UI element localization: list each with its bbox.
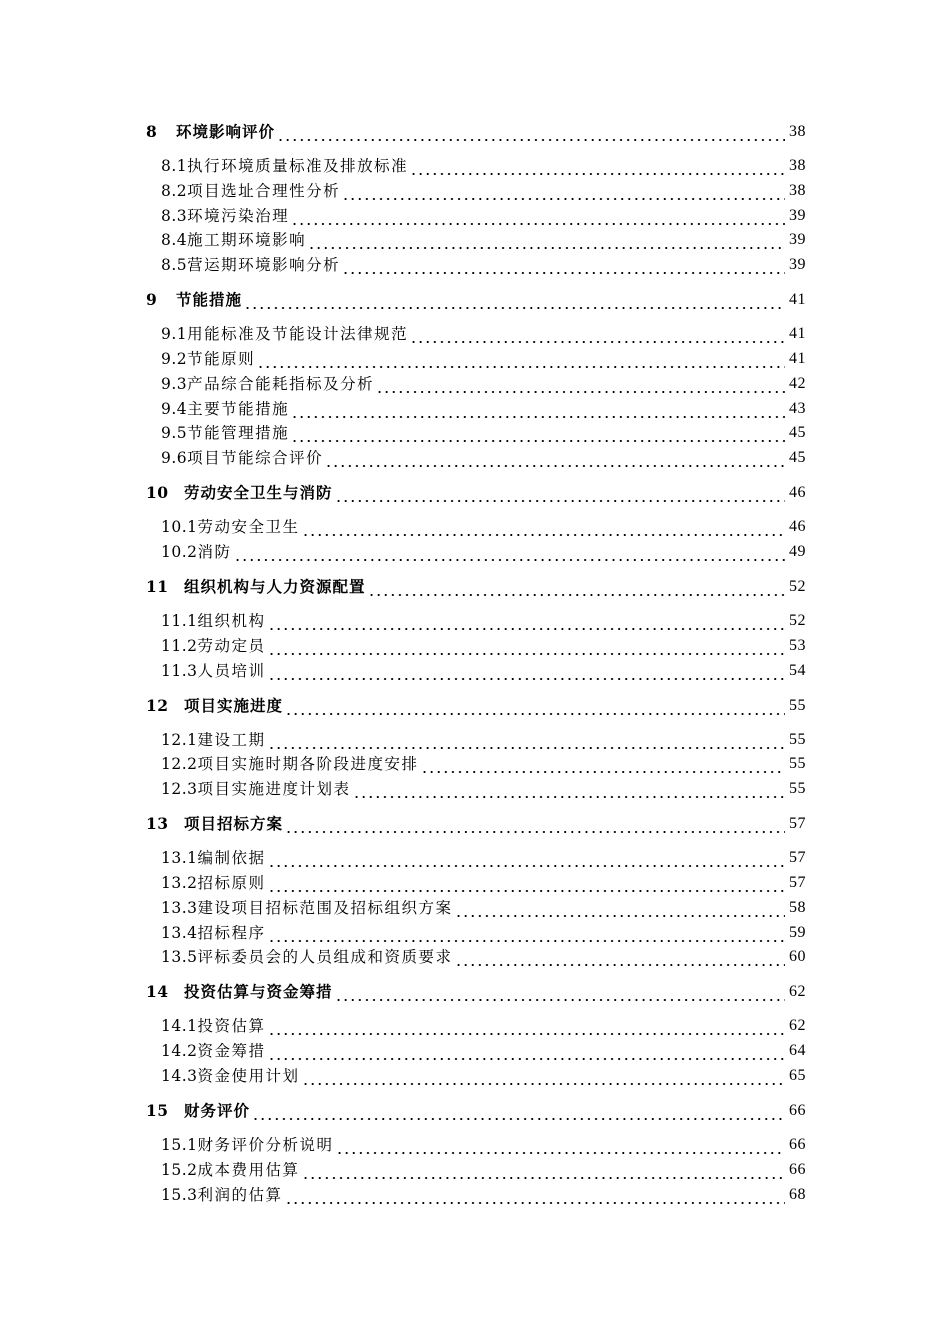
dot-leader [291,422,785,444]
toc-chapter-entry[interactable] [146,695,806,717]
dot-leader [342,254,785,276]
toc-entry-title: 主要节能措施 [187,399,290,418]
toc-entry-title: 环境影响评价 [176,122,276,141]
toc-entry-title: 招标程序 [197,923,266,942]
toc-entry-number: 11.1 [161,612,198,630]
dot-leader [285,813,785,835]
toc-entry-page-number: 41 [789,291,806,309]
toc-entry-number: 13.2 [161,874,198,892]
toc-entry-number: 13.5 [161,948,198,967]
toc-entry-number: 14.3 [161,1067,198,1085]
toc-entry-title: 环境污染治理 [187,206,290,225]
toc-entry-number: 9 [146,290,158,310]
toc-entry-number: 12.1 [161,730,198,749]
toc-entry-number: 14 [146,982,169,1002]
dot-leader [268,872,785,894]
toc-entry-number: 10 [146,483,169,503]
toc-section-entry[interactable] [161,847,806,869]
toc-section-entry[interactable] [161,1015,806,1037]
toc-entry-page-number: 45 [789,449,806,467]
toc-entry-page-number: 45 [789,424,806,442]
toc-entry-page-number: 62 [789,1017,806,1035]
toc-entry-number: 12 [146,695,169,715]
toc-entry-number: 9.5 [161,424,188,443]
dot-leader [244,289,785,311]
toc-entry-page-number: 55 [789,755,806,773]
toc-section-entry[interactable] [161,516,806,538]
toc-entry-title: 招标原则 [197,874,266,892]
toc-entry-title: 执行环境质量标准及排放标准 [187,157,409,175]
toc-section-entry[interactable] [161,1159,806,1181]
toc-entry-number: 8 [146,122,158,141]
dot-leader [268,847,785,869]
toc-entry-title: 资金筹措 [197,1042,266,1061]
toc-entry-page-number: 66 [789,1136,806,1153]
toc-entry-title: 项目招标方案 [184,814,284,834]
toc-entry-title: 节能措施 [176,290,243,310]
toc-entry-title: 节能原则 [187,350,256,368]
toc-section-entry[interactable] [161,398,806,420]
toc-section-entry[interactable] [161,778,806,800]
toc-entry-page-number: 65 [789,1067,806,1084]
dot-leader [325,447,785,469]
toc-chapter-entry[interactable] [146,121,806,143]
toc-entry-number: 11.3 [161,661,198,680]
dot-leader [277,121,785,143]
dot-leader [268,610,785,632]
toc-entry-title: 利润的估算 [197,1185,283,1204]
toc-entry-page-number: 46 [789,518,806,536]
toc-chapter-entry[interactable] [146,981,806,1003]
toc-entry-page-number: 55 [789,730,806,748]
dot-leader [285,1184,785,1206]
dot-leader [368,576,785,598]
toc-entry-title: 营运期环境影响分析 [187,256,341,275]
toc-chapter-entry[interactable] [146,289,806,311]
dot-leader [421,753,785,775]
dot-leader [268,729,785,751]
toc-entry-page-number: 39 [789,231,806,249]
toc-section-entry[interactable] [161,180,806,202]
toc-entry-page-number: 68 [789,1185,806,1203]
toc-entry-title: 项目实施进度计划表 [197,780,351,799]
toc-entry-title: 编制依据 [197,849,266,868]
toc-entry-page-number: 42 [789,374,806,392]
toc-entry-number: 9.3 [161,374,188,393]
dot-leader [291,205,785,227]
dot-leader [410,323,785,345]
toc-entry-page-number: 52 [789,612,806,629]
toc-entry-number: 15.3 [161,1185,198,1204]
dot-leader [291,398,785,420]
toc-entry-page-number: 58 [789,898,806,916]
toc-section-entry[interactable] [161,348,806,370]
dot-leader [285,695,785,717]
toc-chapter-entry[interactable] [146,576,806,598]
toc-section-entry[interactable] [161,229,806,251]
toc-entry-number: 8.2 [161,181,188,200]
toc-entry-number: 13.1 [161,849,198,868]
toc-entry-title: 项目实施时期各阶段进度安排 [197,755,419,774]
toc-entry-title: 施工期环境影响 [187,231,307,250]
toc-entry-number: 9.2 [161,350,188,368]
toc-entry-number: 14.2 [161,1042,198,1061]
dot-leader [302,1065,785,1087]
dot-leader [302,1159,785,1181]
toc-entry-page-number: 49 [789,543,806,560]
toc-entry-title: 组织机构 [197,612,266,630]
toc-section-entry[interactable] [161,254,806,276]
toc-entry-title: 资金使用计划 [197,1067,300,1085]
toc-entry-page-number: 66 [789,1102,806,1119]
dot-leader [268,660,785,682]
toc-entry-number: 9.4 [161,399,188,418]
toc-section-entry[interactable] [161,1134,806,1156]
dot-leader [302,516,785,538]
toc-entry-number: 8.3 [161,206,188,225]
toc-entry-page-number: 52 [789,578,806,595]
toc-entry-page-number: 57 [789,849,806,867]
dot-leader [268,1015,785,1037]
toc-entry-title: 项目节能综合评价 [187,449,324,468]
toc-entry-number: 13.4 [161,923,198,942]
toc-entry-title: 投资估算 [197,1017,266,1036]
toc-entry-title: 项目实施进度 [184,695,284,715]
toc-entry-title: 建设项目招标范围及招标组织方案 [197,898,453,917]
toc-chapter-entry[interactable] [146,482,806,504]
toc-entry-number: 13.3 [161,898,198,917]
toc-entry-title: 节能管理措施 [187,424,290,443]
toc-entry-number: 12.2 [161,755,198,774]
toc-entry-number: 10.2 [161,543,198,561]
toc-entry-title: 财务评价 [184,1101,251,1120]
toc-entry-title: 项目选址合理性分析 [187,181,341,200]
toc-section-entry[interactable] [161,541,806,563]
toc-section-entry[interactable] [161,635,806,657]
toc-entry-title: 消防 [197,543,232,561]
toc-section-entry[interactable] [161,946,806,968]
dot-leader [335,981,785,1003]
toc-entry-number: 14.1 [161,1017,198,1036]
toc-entry-number: 9.6 [161,449,188,468]
toc-entry-page-number: 59 [789,923,806,941]
toc-entry-title: 投资估算与资金筹措 [184,982,333,1002]
dot-leader [455,946,785,968]
toc-entry-number: 15 [146,1101,169,1120]
toc-entry-page-number: 64 [789,1042,806,1060]
toc-chapter-entry[interactable] [146,1100,806,1122]
toc-section-entry[interactable] [161,155,806,177]
toc-entry-page-number: 53 [789,636,806,654]
toc-section-entry[interactable] [161,660,806,682]
toc-entry-number: 10.1 [161,518,198,537]
toc-entry-title: 产品综合能耗指标及分析 [187,374,375,393]
toc-entry-title: 劳动定员 [197,636,266,655]
toc-entry-number: 12.3 [161,780,198,799]
toc-entry-number: 13 [146,814,169,834]
dot-leader [252,1100,785,1122]
dot-leader [257,348,785,370]
toc-entry-title: 建设工期 [197,730,266,749]
toc-entry-page-number: 38 [789,157,806,174]
dot-leader [455,897,785,919]
toc-entry-number: 9.1 [161,325,188,344]
dot-leader [376,373,785,395]
toc-entry-title: 劳动安全卫生与消防 [184,483,333,503]
toc-entry-page-number: 46 [789,484,806,502]
toc-entry-page-number: 39 [789,256,806,274]
toc-entry-number: 11.2 [161,636,198,655]
toc-entry-page-number: 60 [789,948,806,966]
toc-entry-title: 成本费用估算 [197,1160,300,1179]
toc-entry-page-number: 41 [789,350,806,367]
dot-leader [353,778,785,800]
toc-entry-page-number: 54 [789,661,806,679]
toc-section-entry[interactable] [161,373,806,395]
toc-entry-title: 人员培训 [197,661,266,680]
dot-leader [234,541,785,563]
toc-section-entry[interactable] [161,753,806,775]
toc-entry-page-number: 39 [789,206,806,224]
dot-leader [336,1134,785,1156]
toc-entry-title: 用能标准及节能设计法律规范 [187,325,409,344]
toc-entry-title: 组织机构与人力资源配置 [184,577,366,596]
toc-entry-page-number: 57 [789,815,806,833]
toc-entry-page-number: 57 [789,874,806,891]
toc-entry-page-number: 62 [789,983,806,1001]
toc-entry-title: 评标委员会的人员组成和资质要求 [197,948,453,967]
dot-leader [308,229,785,251]
dot-leader [268,922,785,944]
toc-entry-title: 劳动安全卫生 [197,518,300,537]
toc-entry-page-number: 41 [789,325,806,343]
dot-leader [410,155,785,177]
toc-section-entry[interactable] [161,447,806,469]
toc-section-entry[interactable] [161,922,806,944]
toc-entry-number: 15.1 [161,1136,198,1154]
toc-section-entry[interactable] [161,422,806,444]
toc-entry-number: 15.2 [161,1160,198,1179]
toc-section-entry[interactable] [161,205,806,227]
toc-entry-page-number: 66 [789,1160,806,1178]
toc-section-entry[interactable] [161,1184,806,1206]
toc-entry-number: 8.5 [161,256,188,275]
toc-section-entry[interactable] [161,323,806,345]
toc-entry-page-number: 55 [789,780,806,798]
toc-entry-page-number: 55 [789,696,806,714]
dot-leader [268,635,785,657]
toc-section-entry[interactable] [161,1065,806,1087]
toc-chapter-entry[interactable] [146,813,806,835]
toc-entry-page-number: 43 [789,399,806,417]
toc-section-entry[interactable] [161,610,806,632]
toc-entry-page-number: 38 [789,123,806,140]
toc-section-entry[interactable] [161,1040,806,1062]
dot-leader [268,1040,785,1062]
toc-entry-page-number: 38 [789,181,806,199]
toc-entry-number: 8.4 [161,231,188,250]
dot-leader [342,180,785,202]
toc-section-entry[interactable] [161,872,806,894]
toc-entry-title: 财务评价分析说明 [197,1136,334,1154]
toc-entry-number: 11 [146,577,169,596]
dot-leader [335,482,785,504]
toc-section-entry[interactable] [161,897,806,919]
toc-entry-number: 8.1 [161,157,188,175]
toc-section-entry[interactable] [161,729,806,751]
